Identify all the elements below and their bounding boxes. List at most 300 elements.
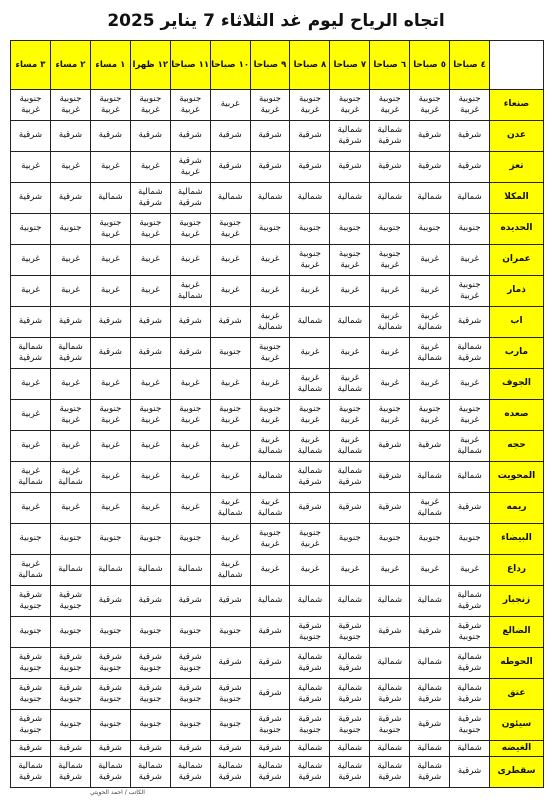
wind-direction-cell: جنوبية — [90, 616, 130, 647]
city-name: حجه — [490, 430, 544, 461]
wind-direction-cell: شرقية — [170, 740, 210, 756]
wind-direction-cell: غربية — [170, 461, 210, 492]
hour-header-9: ١ مساء — [90, 41, 130, 90]
wind-direction-cell: غربية — [250, 368, 290, 399]
city-name: عمران — [490, 244, 544, 275]
wind-direction-cell: شمالية — [90, 554, 130, 585]
wind-direction-cell: غربية — [51, 244, 91, 275]
city-name: ذمار — [490, 275, 544, 306]
wind-direction-cell: غربية — [130, 492, 170, 523]
wind-direction-cell: غربية شمالية — [51, 461, 91, 492]
wind-direction-cell: جنوبية غربية — [11, 90, 51, 121]
hour-header-10: ٢ مساء — [51, 41, 91, 90]
wind-direction-cell: شرقية — [250, 678, 290, 709]
wind-direction-cell: شرقية جنوبية — [11, 585, 51, 616]
wind-direction-cell: جنوبية غربية — [90, 213, 130, 244]
wind-direction-cell: شمالية شرقية — [330, 678, 370, 709]
wind-direction-cell: جنوبية — [410, 523, 450, 554]
wind-direction-cell: شرقية — [450, 492, 490, 523]
wind-direction-cell: غربية — [170, 492, 210, 523]
wind-direction-cell: شمالية شرقية — [290, 461, 330, 492]
wind-direction-cell: شرقية — [90, 120, 130, 151]
wind-direction-cell: شرقية — [11, 182, 51, 213]
wind-direction-cell: شرقية جنوبية — [11, 678, 51, 709]
wind-direction-cell: غربية شمالية — [450, 430, 490, 461]
table-row — [11, 678, 544, 709]
hour-header-6: ١٠ صباحا — [210, 41, 250, 90]
wind-direction-cell: غربية شمالية — [330, 368, 370, 399]
wind-direction-cell: شرقية جنوبية — [370, 709, 410, 740]
header-row — [11, 41, 544, 90]
table-row — [11, 430, 544, 461]
wind-direction-cell: غربية — [51, 275, 91, 306]
wind-direction-table — [10, 40, 544, 788]
wind-direction-cell: غربية — [410, 244, 450, 275]
wind-direction-cell: جنوبية غربية — [370, 244, 410, 275]
wind-direction-cell: جنوبية غربية — [330, 244, 370, 275]
city-name: الحديده — [490, 213, 544, 244]
wind-direction-cell: شرقية — [210, 740, 250, 756]
page-title: اتجاه الرياح ليوم غد الثلاثاء 7 يناير 2025 — [107, 11, 445, 31]
wind-direction-cell: جنوبية — [170, 709, 210, 740]
wind-direction-cell: شرقية — [370, 461, 410, 492]
wind-direction-cell: شرقية — [250, 616, 290, 647]
wind-direction-cell: شمالية — [290, 182, 330, 213]
hour-header-11: ٣ مساء — [11, 41, 51, 90]
wind-direction-cell: جنوبية — [51, 213, 91, 244]
table-row — [11, 275, 544, 306]
wind-direction-cell: شمالية شرقية — [90, 756, 130, 787]
header-corner-cell — [490, 41, 544, 90]
wind-direction-cell: شمالية شرقية — [250, 756, 290, 787]
wind-direction-cell: غربية — [130, 368, 170, 399]
wind-direction-cell: غربية — [170, 368, 210, 399]
wind-direction-cell: غربية — [370, 275, 410, 306]
wind-direction-cell: غربية — [210, 244, 250, 275]
wind-direction-cell: جنوبية — [450, 523, 490, 554]
wind-direction-cell: غربية — [210, 275, 250, 306]
wind-direction-cell: غربية شمالية — [210, 492, 250, 523]
wind-direction-cell: جنوبية غربية — [250, 523, 290, 554]
wind-direction-cell: شمالية — [410, 740, 450, 756]
city-name: صنعاء — [490, 90, 544, 121]
wind-direction-cell: شرقية — [410, 430, 450, 461]
city-name: الضالع — [490, 616, 544, 647]
wind-direction-cell: غربية — [11, 399, 51, 430]
table-row — [11, 90, 544, 121]
wind-direction-cell: شرقية جنوبية — [90, 678, 130, 709]
city-name: صعده — [490, 399, 544, 430]
wind-direction-cell: غربية — [250, 554, 290, 585]
wind-direction-cell: شرقية جنوبية — [170, 647, 210, 678]
wind-direction-cell: غربية — [170, 244, 210, 275]
wind-direction-cell: شمالية — [210, 182, 250, 213]
wind-direction-cell: شرقية جنوبية — [330, 709, 370, 740]
table-row — [11, 740, 544, 756]
wind-direction-cell: جنوبية — [450, 213, 490, 244]
wind-direction-cell: شرقية — [330, 492, 370, 523]
hour-header-0: ٤ صباحا — [450, 41, 490, 90]
wind-direction-cell: جنوبية غربية — [450, 90, 490, 121]
wind-direction-cell: شرقية — [130, 337, 170, 368]
wind-direction-cell: غربية — [170, 430, 210, 461]
wind-direction-cell: شرقية — [410, 616, 450, 647]
wind-direction-cell: شمالية — [450, 740, 490, 756]
wind-direction-cell: شمالية — [410, 647, 450, 678]
wind-direction-cell: شرقية — [370, 151, 410, 182]
wind-direction-cell: جنوبية غربية — [130, 399, 170, 430]
wind-direction-cell: شرقية — [210, 151, 250, 182]
wind-direction-cell: شمالية شرقية — [130, 756, 170, 787]
wind-direction-cell: شرقية — [370, 616, 410, 647]
wind-direction-cell: جنوبية غربية — [410, 399, 450, 430]
wind-direction-cell: جنوبية — [370, 213, 410, 244]
city-name: المكلا — [490, 182, 544, 213]
wind-direction-cell: شمالية — [330, 740, 370, 756]
wind-direction-cell: جنوبية غربية — [210, 213, 250, 244]
wind-direction-cell: شمالية — [450, 461, 490, 492]
wind-direction-cell: شرقية جنوبية — [11, 709, 51, 740]
wind-direction-cell: شمالية — [410, 461, 450, 492]
wind-direction-cell: جنوبية غربية — [290, 399, 330, 430]
wind-direction-cell: شمالية — [330, 585, 370, 616]
wind-direction-cell: غربية — [410, 554, 450, 585]
wind-direction-cell: غربية — [450, 554, 490, 585]
wind-direction-cell: غربية — [410, 275, 450, 306]
wind-direction-cell: شرقية — [170, 585, 210, 616]
table-row — [11, 492, 544, 523]
wind-direction-cell: شمالية شرقية — [450, 647, 490, 678]
wind-direction-cell: شمالية شرقية — [330, 647, 370, 678]
city-name: عدن — [490, 120, 544, 151]
wind-direction-cell: شرقية — [410, 151, 450, 182]
wind-direction-cell: شمالية شرقية — [170, 756, 210, 787]
wind-direction-cell: غربية شمالية — [410, 337, 450, 368]
wind-direction-cell: شرقية — [90, 306, 130, 337]
wind-direction-cell: غربية شمالية — [170, 275, 210, 306]
wind-direction-cell: شرقية — [51, 182, 91, 213]
city-name: الغيضه — [490, 740, 544, 756]
wind-direction-cell: شرقية — [51, 120, 91, 151]
wind-direction-cell: شمالية — [410, 585, 450, 616]
wind-direction-cell: شمالية شرقية — [410, 678, 450, 709]
wind-direction-cell: شرقية — [210, 120, 250, 151]
hour-header-7: ١١ صباحا — [170, 41, 210, 90]
wind-direction-cell: شمالية — [370, 585, 410, 616]
wind-direction-cell: غربية شمالية — [11, 461, 51, 492]
wind-direction-cell: شمالية — [410, 182, 450, 213]
wind-direction-cell: جنوبية — [51, 616, 91, 647]
wind-direction-cell: غربية شمالية — [11, 554, 51, 585]
wind-direction-cell: غربية — [51, 492, 91, 523]
wind-direction-cell: جنوبية — [210, 709, 250, 740]
wind-direction-cell: جنوبية — [170, 616, 210, 647]
wind-direction-cell: شمالية — [370, 647, 410, 678]
hour-header-1: ٥ صباحا — [410, 41, 450, 90]
wind-direction-cell: جنوبية — [90, 709, 130, 740]
wind-direction-cell: شرقية — [370, 492, 410, 523]
wind-direction-cell: شمالية شرقية — [330, 461, 370, 492]
hour-header-4: ٨ صباحا — [290, 41, 330, 90]
table-row — [11, 616, 544, 647]
wind-direction-cell: شرقية — [450, 306, 490, 337]
city-name: البيضاء — [490, 523, 544, 554]
wind-direction-cell: جنوبية — [130, 709, 170, 740]
wind-direction-cell: جنوبية — [330, 213, 370, 244]
wind-direction-cell: غربية — [210, 368, 250, 399]
wind-direction-cell: شرقية — [450, 756, 490, 787]
wind-direction-cell: جنوبية — [11, 213, 51, 244]
wind-direction-cell: شرقية — [170, 337, 210, 368]
wind-direction-cell: غربية — [11, 492, 51, 523]
wind-direction-cell: غربية — [11, 244, 51, 275]
table-body — [11, 90, 544, 788]
wind-direction-cell: غربية — [330, 275, 370, 306]
wind-direction-cell: غربية — [290, 554, 330, 585]
wind-direction-cell: غربية شمالية — [290, 430, 330, 461]
city-name: تعز — [490, 151, 544, 182]
wind-direction-cell: شمالية شرقية — [450, 678, 490, 709]
wind-direction-cell: غربية — [370, 368, 410, 399]
wind-direction-cell: شرقية — [290, 492, 330, 523]
wind-direction-cell: شرقية — [90, 740, 130, 756]
wind-direction-cell: جنوبية — [90, 523, 130, 554]
wind-direction-cell: شرقية — [90, 585, 130, 616]
table-row — [11, 756, 544, 787]
wind-direction-cell: جنوبية — [210, 337, 250, 368]
wind-direction-cell: غربية شمالية — [330, 430, 370, 461]
wind-direction-cell: شمالية شرقية — [290, 756, 330, 787]
wind-direction-cell: جنوبية غربية — [90, 90, 130, 121]
wind-direction-cell: غربية — [90, 151, 130, 182]
wind-direction-cell: شرقية جنوبية — [51, 585, 91, 616]
wind-direction-cell: شرقية — [11, 120, 51, 151]
wind-direction-cell: غربية — [210, 523, 250, 554]
wind-direction-cell: جنوبية — [210, 616, 250, 647]
wind-direction-cell: غربية — [90, 368, 130, 399]
table-row — [11, 461, 544, 492]
wind-direction-cell: شمالية — [370, 740, 410, 756]
wind-direction-cell: شمالية — [450, 182, 490, 213]
wind-direction-cell: شمالية — [250, 585, 290, 616]
wind-direction-cell: غربية شمالية — [250, 492, 290, 523]
city-name: ريمه — [490, 492, 544, 523]
wind-direction-cell: جنوبية غربية — [250, 399, 290, 430]
hour-header-3: ٧ صباحا — [330, 41, 370, 90]
wind-direction-cell: غربية — [130, 275, 170, 306]
wind-direction-cell: غربية شمالية — [410, 306, 450, 337]
wind-direction-cell: غربية شمالية — [290, 368, 330, 399]
wind-direction-cell: جنوبية غربية — [210, 399, 250, 430]
wind-direction-cell: جنوبية غربية — [90, 399, 130, 430]
wind-direction-cell: غربية — [450, 368, 490, 399]
wind-direction-cell: شرقية — [130, 740, 170, 756]
wind-direction-cell: غربية — [290, 275, 330, 306]
wind-direction-cell: شرقية — [290, 120, 330, 151]
city-name: مارب — [490, 337, 544, 368]
wind-direction-cell: غربية — [11, 430, 51, 461]
city-name: سقطرى — [490, 756, 544, 787]
wind-direction-cell: شرقية جنوبية — [290, 709, 330, 740]
table-row — [11, 244, 544, 275]
city-name: سيئون — [490, 709, 544, 740]
table-row — [11, 368, 544, 399]
wind-direction-cell: غربية — [410, 368, 450, 399]
wind-direction-cell: غربية — [210, 90, 250, 121]
wind-direction-cell: شرقية جنوبية — [130, 678, 170, 709]
wind-direction-cell: شرقية — [210, 306, 250, 337]
wind-direction-cell: غربية — [370, 554, 410, 585]
wind-direction-cell: جنوبية غربية — [290, 244, 330, 275]
wind-direction-cell: شمالية شرقية — [450, 337, 490, 368]
wind-direction-cell: غربية — [90, 275, 130, 306]
wind-direction-cell: شمالية شرقية — [450, 585, 490, 616]
hour-header-8: ١٢ ظهرا — [130, 41, 170, 90]
wind-direction-cell: شمالية — [370, 182, 410, 213]
wind-direction-cell: شمالية شرقية — [11, 337, 51, 368]
wind-direction-cell: جنوبية غربية — [330, 90, 370, 121]
wind-direction-cell: جنوبية — [11, 616, 51, 647]
wind-direction-cell: غربية — [290, 337, 330, 368]
wind-direction-cell: جنوبية — [130, 616, 170, 647]
wind-direction-cell: شرقية جنوبية — [330, 616, 370, 647]
wind-direction-cell: جنوبية غربية — [51, 90, 91, 121]
wind-direction-cell: شرقية — [51, 740, 91, 756]
table-row — [11, 151, 544, 182]
wind-direction-cell: شرقية — [51, 306, 91, 337]
wind-direction-cell: شرقية جنوبية — [450, 709, 490, 740]
wind-direction-cell: شرقية جنوبية — [130, 647, 170, 678]
wind-direction-cell: غربية — [130, 461, 170, 492]
wind-direction-cell: جنوبية — [330, 523, 370, 554]
wind-direction-cell: شمالية شرقية — [410, 756, 450, 787]
wind-direction-cell: غربية شمالية — [250, 430, 290, 461]
wind-direction-cell: غربية — [210, 461, 250, 492]
wind-direction-cell: شرقية — [11, 740, 51, 756]
wind-direction-cell: جنوبية — [410, 213, 450, 244]
wind-direction-cell: جنوبية — [51, 523, 91, 554]
table-row — [11, 554, 544, 585]
wind-direction-cell: غربية — [51, 368, 91, 399]
wind-direction-cell: جنوبية غربية — [250, 337, 290, 368]
wind-direction-cell: شمالية شرقية — [51, 337, 91, 368]
wind-direction-cell: غربية — [11, 151, 51, 182]
wind-direction-cell: شمالية — [290, 740, 330, 756]
wind-direction-cell: شمالية — [130, 554, 170, 585]
wind-direction-cell: غربية — [130, 244, 170, 275]
wind-direction-cell: شرقية جنوبية — [51, 678, 91, 709]
wind-direction-cell: غربية — [130, 430, 170, 461]
wind-direction-cell: شرقية — [170, 306, 210, 337]
wind-direction-cell: جنوبية — [130, 523, 170, 554]
wind-direction-cell: جنوبية — [250, 213, 290, 244]
city-name: المحويت — [490, 461, 544, 492]
wind-direction-cell: جنوبية غربية — [51, 399, 91, 430]
hour-header-5: ٩ صباحا — [250, 41, 290, 90]
wind-direction-cell: جنوبية غربية — [130, 213, 170, 244]
city-name: رداع — [490, 554, 544, 585]
wind-direction-cell: شرقية — [250, 120, 290, 151]
wind-direction-cell: غربية — [11, 368, 51, 399]
wind-direction-cell: غربية — [130, 151, 170, 182]
wind-direction-cell: شمالية — [51, 554, 91, 585]
table-row — [11, 523, 544, 554]
wind-direction-cell: غربية — [90, 461, 130, 492]
wind-direction-cell: جنوبية — [370, 523, 410, 554]
wind-direction-cell: شرقية — [410, 709, 450, 740]
wind-direction-cell: شرقية جنوبية — [51, 647, 91, 678]
wind-direction-cell: شرقية — [90, 337, 130, 368]
wind-direction-cell: شمالية — [90, 182, 130, 213]
city-name: الحوطه — [490, 647, 544, 678]
wind-direction-cell: شرقية جنوبية — [290, 616, 330, 647]
wind-direction-cell: غربية — [370, 337, 410, 368]
wind-direction-cell: جنوبية غربية — [330, 399, 370, 430]
wind-direction-cell: جنوبية غربية — [290, 523, 330, 554]
wind-direction-cell: شرقية جنوبية — [450, 616, 490, 647]
wind-direction-cell: غربية — [90, 430, 130, 461]
wind-direction-cell: جنوبية غربية — [450, 399, 490, 430]
wind-direction-cell: غربية شمالية — [250, 306, 290, 337]
wind-direction-cell: شمالية شرقية — [330, 756, 370, 787]
wind-direction-cell: شمالية — [330, 306, 370, 337]
wind-direction-cell: شرقية — [450, 120, 490, 151]
wind-direction-cell: جنوبية غربية — [250, 90, 290, 121]
wind-direction-cell: غربية — [90, 244, 130, 275]
wind-direction-cell: شمالية — [170, 554, 210, 585]
wind-direction-cell: غربية شمالية — [210, 554, 250, 585]
wind-direction-cell: غربية — [330, 337, 370, 368]
wind-direction-cell: شرقية — [130, 120, 170, 151]
wind-direction-cell: جنوبية غربية — [370, 90, 410, 121]
wind-direction-cell: شرقية جنوبية — [170, 678, 210, 709]
wind-direction-cell: شمالية شرقية — [130, 182, 170, 213]
wind-direction-cell: شرقية جنوبية — [250, 709, 290, 740]
wind-direction-cell: شرقية جنوبية — [11, 647, 51, 678]
wind-direction-cell: شرقية — [11, 306, 51, 337]
table-row — [11, 647, 544, 678]
wind-direction-cell: شرقية غربية — [170, 151, 210, 182]
wind-direction-cell: شمالية شرقية — [330, 120, 370, 151]
wind-direction-cell: شمالية شرقية — [210, 756, 250, 787]
wind-direction-cell: غربية — [90, 492, 130, 523]
wind-direction-cell: شرقية — [250, 647, 290, 678]
wind-direction-cell: جنوبية غربية — [170, 90, 210, 121]
wind-direction-cell: غربية — [250, 244, 290, 275]
wind-direction-cell: جنوبية غربية — [450, 275, 490, 306]
wind-direction-cell: غربية شمالية — [370, 306, 410, 337]
wind-direction-cell: غربية — [210, 430, 250, 461]
table-row — [11, 213, 544, 244]
wind-direction-cell: شرقية — [130, 585, 170, 616]
wind-direction-cell: شرقية جنوبية — [210, 678, 250, 709]
wind-direction-cell: شرقية جنوبية — [90, 647, 130, 678]
wind-direction-cell: غربية شمالية — [410, 492, 450, 523]
table-row — [11, 306, 544, 337]
wind-direction-cell: شمالية شرقية — [370, 756, 410, 787]
wind-direction-cell: شمالية شرقية — [290, 678, 330, 709]
wind-direction-cell: شرقية — [250, 740, 290, 756]
wind-direction-cell: شمالية شرقية — [51, 756, 91, 787]
wind-direction-cell: جنوبية غربية — [170, 399, 210, 430]
wind-direction-cell: جنوبية غربية — [370, 399, 410, 430]
wind-direction-cell: شمالية شرقية — [370, 120, 410, 151]
hour-header-2: ٦ صباحا — [370, 41, 410, 90]
wind-direction-cell: شرقية — [330, 151, 370, 182]
wind-direction-cell: جنوبية غربية — [130, 90, 170, 121]
wind-direction-cell: شرقية — [210, 647, 250, 678]
wind-direction-cell: شرقية — [410, 120, 450, 151]
